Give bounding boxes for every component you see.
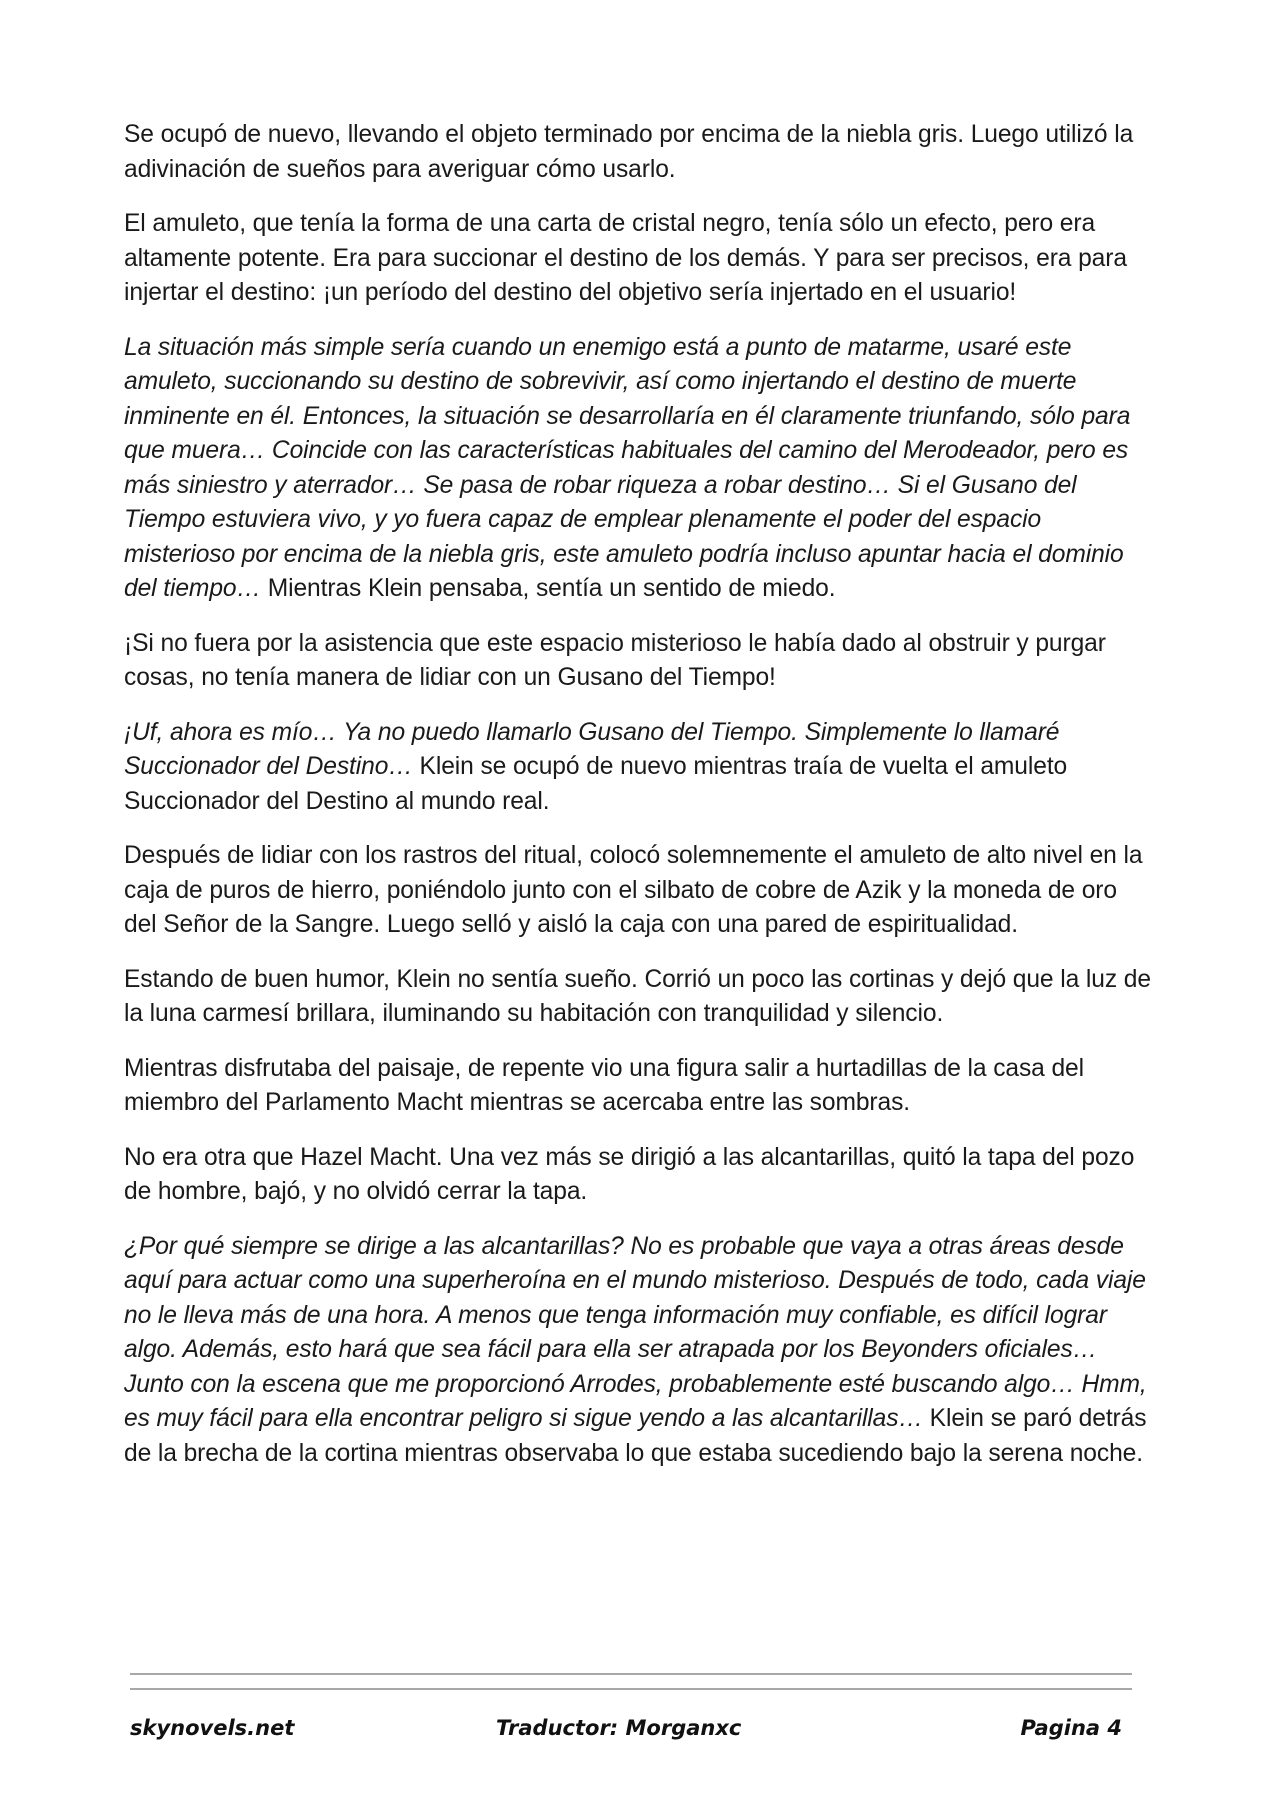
paragraph (124, 963, 1154, 1032)
paragraph-segment: Klein se paró detrás de la brecha de la cortina mientras observaba lo que estaba sucediendo bajo la serena noche. (124, 1405, 1147, 1467)
footer-divider-bottom (130, 1688, 1132, 1690)
paragraph-segment: Mientras disfrutaba del paisaje, de repente vio una figura salir a hurtadillas de la casa del miembro del Parlamento Macht mientras se acercaba entre las sombras. (124, 1054, 1084, 1116)
paragraph-segment: No era otra que Hazel Macht. Una vez más se dirigió a las alcantarillas, quitó la tapa del pozo de hombre, bajó, y no olvidó cerrar la tapa. (124, 1143, 1135, 1205)
paragraph (124, 1141, 1154, 1210)
paragraph-segment: Se ocupó de nuevo, llevando el objeto terminado por encima de la niebla gris. Luego utilizó la adivinación de sueños para averiguar cómo usarlo. (124, 121, 1134, 183)
paragraph (124, 1052, 1154, 1121)
paragraph-segment: Klein se ocupó de nuevo mientras traía de vuelta el amuleto Succionador del Destino al mundo real. (124, 753, 1068, 815)
paragraph-italic-segment: ¿Por qué siempre se dirige a las alcantarillas? No es probable que vaya a otras áreas desde aquí para actuar como una superheroína en el mundo misterioso. Después de todo, cada viaje no le lleva más de una hora. A menos que tenga información muy confiable, es difícil lograr algo. Además, esto hará que sea fácil para ella ser atrapada por los Beyonders oficiales… Junto con la escena que me proporcionó Arrodes, probablemente esté buscando algo… Hmm, es muy fácil para ella encontrar peligro si sigue yendo a las alcantarillas… (124, 1232, 1147, 1432)
footer-site: skynovels.net (130, 1716, 295, 1740)
footer-translator: Traductor: Morganxc (496, 1716, 742, 1740)
body-text (124, 118, 1154, 1491)
footer-divider-top (130, 1673, 1132, 1675)
paragraph-segment: El amuleto, que tenía la forma de una carta de cristal negro, tenía sólo un efecto, pero era altamente potente. Era para succionar el destino de los demás. Y para ser precisos, era para injertar el destino: ¡un período del destino del objetivo sería injertado en el usuario! (124, 210, 1127, 306)
paragraph (124, 1230, 1154, 1472)
paragraph (124, 627, 1154, 696)
paragraph-italic-segment: ¡Uf, ahora es mío… Ya no puedo llamarlo Gusano del Tiempo. Simplemente lo llamaré Succionador del Destino… (124, 718, 1060, 780)
paragraph (124, 839, 1154, 943)
paragraph (124, 207, 1154, 311)
paragraph-segment: Después de lidiar con los rastros del ritual, colocó solemnemente el amuleto de alto nivel en la caja de puros de hierro, poniéndolo junto con el silbato de cobre de Azik y la moneda de oro del Señor de la Sangre. Luego selló y aisló la caja con una pared de espiritualidad. (124, 842, 1143, 938)
footer-page-number: Pagina 4 (1020, 1716, 1122, 1740)
paragraph-segment: Estando de buen humor, Klein no sentía sueño. Corrió un poco las cortinas y dejó que la luz de la luna carmesí brillara, iluminando su habitación con tranquilidad y silencio. (124, 965, 1151, 1027)
paragraph-segment: ¡Si no fuera por la asistencia que este espacio misterioso le había dado al obstruir y purgar cosas, no tenía manera de lidiar con un Gusano del Tiempo! (124, 629, 1106, 691)
paragraph-segment: Mientras Klein pensaba, sentía un sentido de miedo. (260, 575, 836, 602)
paragraph (124, 716, 1154, 820)
paragraph (124, 331, 1154, 607)
paragraph-italic-segment: La situación más simple sería cuando un enemigo está a punto de matarme, usaré este amuleto, succionando su destino de sobrevivir, así como injertando el destino de muerte inminente en él. Entonces, la situación se desarrollaría en él claramente triunfando, sólo para que muera… Coincide con las características habituales del camino del Merodeador, pero es más siniestro y aterrador… Se pasa de robar riqueza a robar destino… Si el Gusano del Tiempo estuviera vivo, y yo fuera capaz de emplear plenamente el poder del espacio misterioso por encima de la niebla gris, este amuleto podría incluso apuntar hacia el dominio del tiempo… (124, 333, 1131, 602)
paragraph (124, 118, 1154, 187)
